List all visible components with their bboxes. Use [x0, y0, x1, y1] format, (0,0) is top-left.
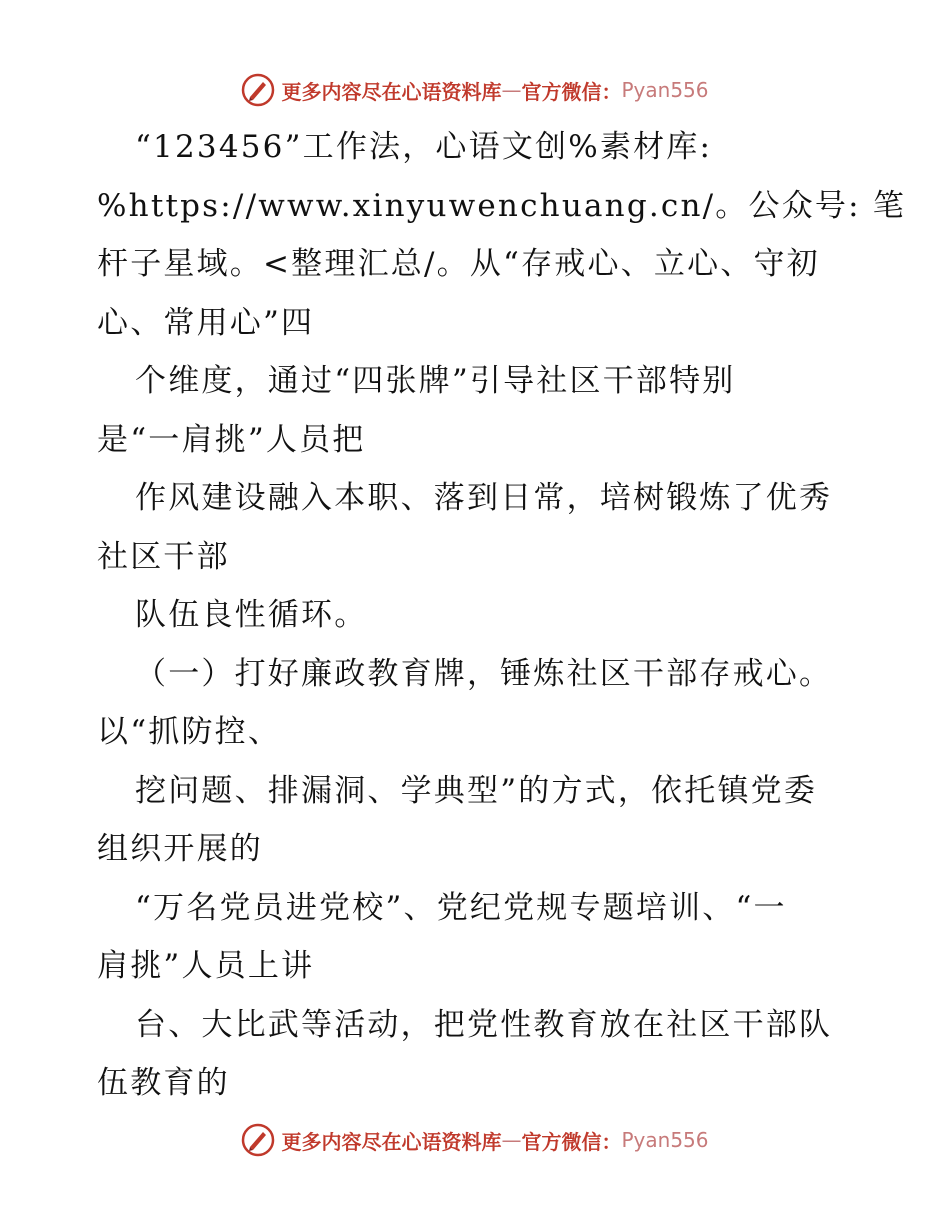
banner-wechat-id: Pyan556	[621, 78, 709, 102]
banner-suffix: 官方微信：	[521, 1129, 622, 1154]
text-line: （一）打好廉政教育牌，锤炼社区干部存戒心。	[135, 655, 833, 692]
pen-logo-icon	[241, 73, 275, 107]
text-line: %https://www.xinyuwenchuang.cn/。公众号: 笔	[97, 187, 906, 224]
text-line: 杆子星域。<整理汇总/。从“存戒心、立心、守初	[97, 246, 820, 282]
text-line: “123456”工作法，心语文创%素材库:	[135, 129, 713, 165]
banner-prefix: 更多内容尽在心语资料库	[281, 79, 502, 104]
text-line: 台、大比武等活动，把党性教育放在社区干部队	[135, 1006, 833, 1043]
text-line: 组织开展的	[97, 831, 263, 867]
text-line: 个维度，通过“四张牌”引导社区干部特别	[135, 363, 736, 399]
text-line: 肩挑”人员上讲	[97, 948, 315, 984]
text-line: “万名党员进党校”、党纪党规专题培训、“一	[135, 889, 787, 926]
header-banner	[0, 70, 950, 110]
text-line: 以“抓防控、	[97, 714, 282, 750]
text-line: 社区干部	[97, 538, 230, 575]
body-text	[97, 118, 906, 1113]
text-line: 是“一肩挑”人员把	[97, 421, 366, 458]
banner-wechat-id: Pyan556	[621, 1128, 709, 1152]
text-line: 伍教育的	[97, 1065, 230, 1101]
banner-dash: —	[501, 1128, 522, 1152]
banner-dash: —	[501, 78, 522, 102]
text-line: 挖问题、排漏洞、学典型”的方式，依托镇党委	[135, 772, 818, 809]
pen-logo-icon	[241, 1123, 275, 1157]
text-line: 心、常用心”四	[97, 304, 315, 341]
banner-suffix: 官方微信：	[521, 79, 622, 104]
footer-banner	[0, 1120, 950, 1160]
text-line: 作风建设融入本职、落到日常，培树锻炼了优秀	[135, 480, 833, 516]
banner-prefix: 更多内容尽在心语资料库	[281, 1129, 502, 1154]
text-line: 队伍良性循环。	[135, 597, 368, 633]
